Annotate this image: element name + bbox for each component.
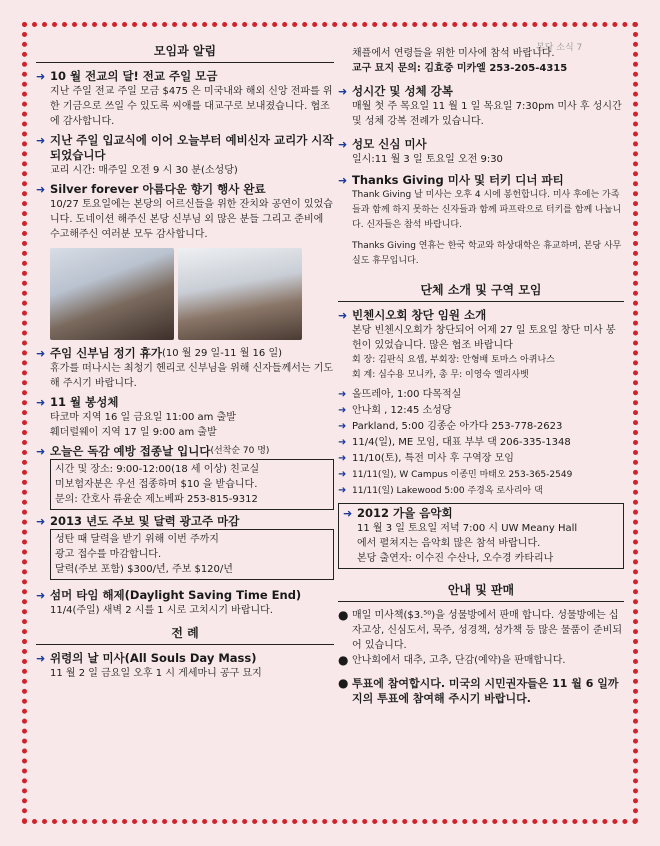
visit-line: 훼더럴웨이 지역 17 일 9:00 am 출발	[50, 427, 217, 438]
concert-box	[338, 503, 624, 569]
concert-line: 11 월 3 일 토요일 저녁 7:00 시 UW Meany Hall	[357, 523, 578, 534]
arrow-bullet-icon: ➜	[338, 174, 348, 187]
arrow-bullet-icon: ➜	[338, 405, 347, 416]
list-item: ➜ 11/11(일) Lakewood 5:00 주경옥 로사리아 댁	[338, 483, 624, 499]
catechism-title: ➜ 지난 주일 입교식에 이어 오늘부터 예비신자 교리가 시작되었습니다	[36, 133, 334, 162]
list-item: ● 안나회에서 대추, 고추, 단감(예약)을 판매합니다.	[338, 653, 566, 667]
right-column	[338, 46, 624, 706]
circle-bullet-icon: ●	[338, 653, 349, 667]
souls-body: 11 월 2 일 금요일 오후 1 시 게세마니 공구 묘지	[50, 668, 262, 679]
tg-body: Thank Giving 날 미사는 오후 4 시에 봉헌합니다. 미사 후에는 가족들과 함께 하지 못하는 신자들과 함께 파프락으로 터키를 함께 나눕니다. 신자들은 참석 바랍니다.	[352, 190, 622, 230]
list-item: ● 매일 미사책($3.⁵⁰)을 성물방에서 판매 합니다. 성물방에는 십자고상, 신심도서, 묵주, 성경책, 성가책 등 많은 물품이 준비되어 있습니다.	[338, 608, 622, 651]
tg-body: Thanks Giving 연휴는 한국 학교와 하상대학은 휴교하며, 본당 사무실도 휴무입니다.	[352, 241, 622, 266]
mary-body: 일시:11 월 3 일 토요일 오전 9:30	[352, 154, 503, 165]
ad-title: ➜ 2013 년도 주보 및 달력 광고주 마감	[36, 514, 240, 528]
list-item: ➜ Parkland, 5:00 김종순 아가다 253-778-2623	[338, 419, 624, 435]
arrow-bullet-icon: ➜	[36, 652, 46, 665]
visit-title: ➜ 11 월 봉성체	[36, 395, 119, 409]
page-header-tag: 본당 소식 7	[536, 43, 583, 53]
arrow-bullet-icon: ➜	[338, 309, 348, 322]
arrow-bullet-icon: ➜	[338, 421, 347, 432]
arrow-bullet-icon: ➜	[343, 507, 353, 520]
arrow-bullet-icon: ➜	[36, 589, 46, 602]
section-title-groups: 단체 소개 및 구역 모임	[338, 275, 624, 302]
vacation-body: 휴가를 떠나시는 최청기 헨리코 신부님을 위해 신자들께서는 기도해 주시기 바랍니다.	[50, 363, 334, 389]
concert-line: 본당 출연자: 이수진 수산나, 오수경 카타리나	[357, 553, 554, 564]
arrow-bullet-icon: ➜	[36, 515, 46, 528]
concert-title: ➜ 2012 가을 음악회	[343, 506, 453, 520]
list-item: ➜ 11/11(일), W Campus 이종민 마태오 253-365-2549	[338, 467, 624, 483]
souls-cont: 채플에서 연령들을 위한 미사에 참석 바랍니다.	[352, 48, 555, 59]
silver-body: 10/27 토요일에는 본당의 어르신들을 위한 잔치와 공연이 있었습니다. 도네이션 해주신 본당 신부님 외 많은 분들 그리고 준비에 수고해주신 여러분 모두 감사합니다.	[50, 199, 333, 240]
arrow-bullet-icon: ➜	[36, 445, 46, 458]
list-item: ➜ 11/10(토), 특전 미사 후 구역장 모임	[338, 451, 624, 467]
souls-title: ➜ 위령의 날 미사(All Souls Day Mass)	[36, 651, 257, 665]
vincent-officers: 회 장: 김판식 요셉, 부회장: 안형배 토마스 아퀴나스	[352, 355, 555, 365]
vincent-officers: 회 계: 심수용 모니카, 총 무: 이영숙 엘리사벳	[352, 370, 529, 380]
arrow-bullet-icon: ➜	[338, 437, 347, 448]
tg-title: ➜ Thanks Giving 미사 및 터키 디너 파티	[338, 173, 564, 187]
ad-info-box: 성탄 때 달력을 받기 위해 이번 주까지 광고 접수를 마감합니다. 달력(주보 포함) $300/년, 주보 $120/년	[50, 529, 334, 580]
list-item: ➜ 올뜨레아, 1:00 다목적실	[338, 387, 624, 403]
arrow-bullet-icon: ➜	[338, 469, 347, 480]
left-column	[36, 36, 334, 681]
holyhour-body: 매월 첫 주 목요일 11 월 1 일 목요일 7:30pm 미사 후 성시간 및 성체 강복 전례가 있습니다.	[352, 101, 622, 127]
arrow-bullet-icon: ➜	[338, 138, 348, 151]
list-item: ➜ 안나회 , 12:45 소성당	[338, 403, 624, 419]
concert-line: 에서 펼쳐지는 음악회 많은 참석 바랍니다.	[357, 538, 541, 549]
event-photo	[50, 248, 174, 340]
arrow-bullet-icon: ➜	[36, 347, 46, 360]
flu-info-box: 시간 및 장소: 9:00-12:00(18 세 이상) 친교실 미보험자분은 우선 접종하며 $10 을 받습니다. 문의: 간호사 류윤순 제노베파 253-815-9312	[50, 459, 334, 510]
mission-body: 지난 주일 전교 주일 모금 $475 은 미국내와 해외 신앙 전파를 위한 기금으로 쓰일 수 있도록 씨애를 대교구로 보내졌습니다. 협조에 감사합니다.	[50, 86, 333, 127]
catechism-body: 교리 시간: 매주일 오전 9 시 30 분(소성당)	[50, 165, 238, 176]
arrow-bullet-icon: ➜	[36, 134, 46, 147]
flu-title: ➜ 오늘은 독감 예방 접종날 입니다 (선착순 70 명)	[36, 444, 270, 458]
dst-title: ➜ 섬머 타임 해제(Daylight Saving Time End)	[36, 588, 302, 602]
arrow-bullet-icon: ➜	[338, 389, 347, 400]
arrow-bullet-icon: ➜	[36, 183, 46, 196]
arrow-bullet-icon: ➜	[36, 396, 46, 409]
list-item: ➜ 11/4(일), ME 모임, 대표 부부 댁 206-335-1348	[338, 435, 624, 451]
souls-contact: 교구 묘지 문의: 김효중 미카엘 253-205-4315	[352, 63, 568, 74]
arrow-bullet-icon: ➜	[338, 85, 348, 98]
vincent-title: ➜ 빈첸시오회 창단 임원 소개	[338, 308, 487, 322]
dst-body: 11/4(주일) 새벽 2 시를 1 시로 고치시기 바랍니다.	[50, 605, 273, 616]
mission-title: ➜ 10 월 전교의 달! 전교 주일 모금	[36, 69, 218, 83]
vacation-title: ➜ 주임 신부님 정기 휴가 (10 월 29 일-11 월 16 일)	[36, 346, 283, 360]
vote-notice: ● 투표에 참여합시다. 미국의 시민권자들은 11 월 6 일까지의 투표에 참여해 주시기 바랍니다.	[338, 676, 619, 705]
circle-bullet-icon: ●	[338, 676, 349, 690]
mary-title: ➜ 성모 신심 미사	[338, 137, 427, 151]
arrow-bullet-icon: ➜	[36, 70, 46, 83]
arrow-bullet-icon: ➜	[338, 485, 347, 496]
meeting-list	[338, 387, 624, 499]
event-photos	[36, 248, 334, 340]
arrow-bullet-icon: ➜	[338, 453, 347, 464]
silver-title: ➜ Silver forever 아름다운 향기 행사 완료	[36, 182, 266, 196]
vincent-body: 본당 빈첸시오회가 창단되어 어제 27 일 토요일 창단 미사 봉헌이 있었습니다. 많은 협조 바랍니다	[352, 325, 616, 351]
circle-bullet-icon: ●	[338, 608, 349, 622]
section-title-sales: 안내 및 판매	[338, 575, 624, 602]
section-title-announcements: 모임과 알림	[36, 36, 334, 63]
visit-line: 타코마 지역 16 일 금요일 11:00 am 출발	[50, 412, 236, 423]
section-title-liturgy: 전 례	[36, 618, 334, 645]
holyhour-title: ➜ 성시간 및 성체 강복	[338, 84, 453, 98]
event-photo	[178, 248, 302, 340]
